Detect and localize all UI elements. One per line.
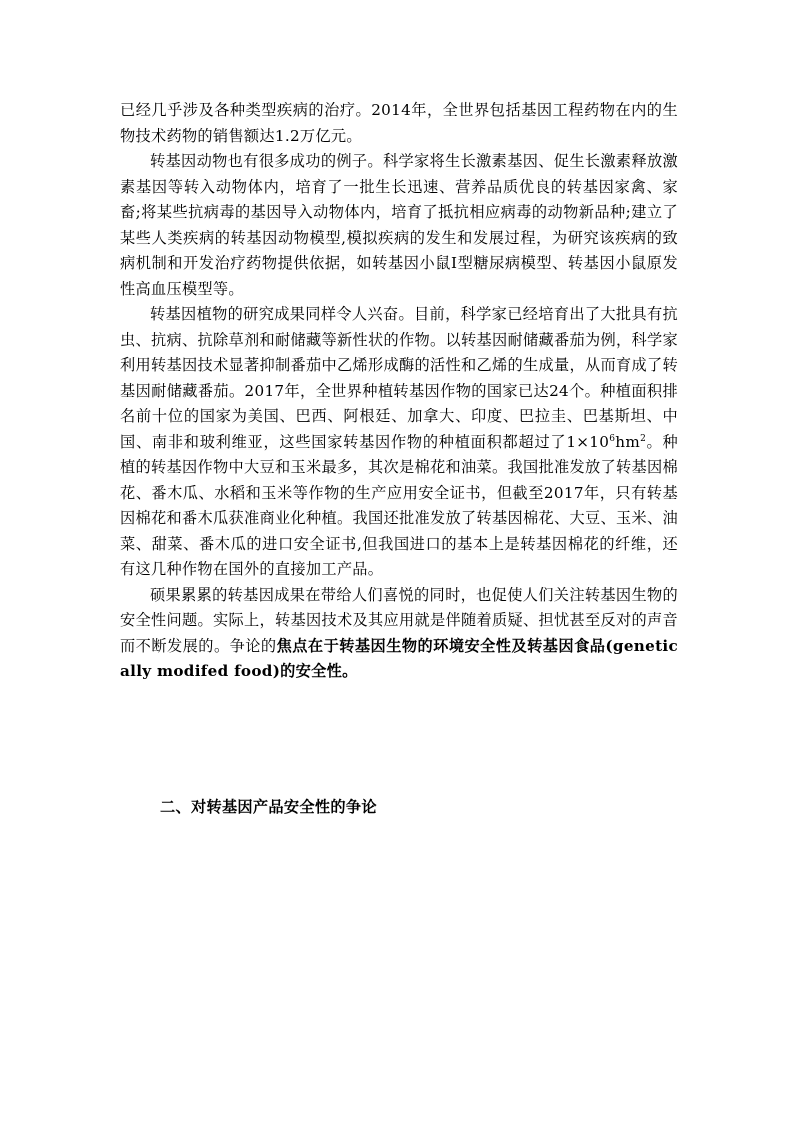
debate-text-normal: 硕果累累的转基因成果在带给人们喜悦的同时，也促使人们关注转基因生物的安全性问题。实际上，转基因技术及其应用就是伴随着质疑、担忧甚至反对的声音而不断发展的。争论的 xyxy=(120,585,678,655)
debate-text-bold: 焦点在于转基因生物的环境安全性及转基因食品(genetically modifed food)的安全性。 xyxy=(120,636,679,680)
document-body xyxy=(120,98,678,685)
paragraph-safety-debate xyxy=(120,583,678,685)
plants-text-part2: 。种植的转基因作物中大豆和玉米最多，其次是棉花和油菜。我国批准发放了转基因棉花、番木瓜、水稻和玉米等作物的生产应用安全证书，但截至2017年，只有转基因棉花和番木瓜获准商业化种植。我国还批准发放了转基因棉花、大豆、玉米、油菜、甜菜、番木瓜的进口安全证书,但我国进口的基本上是转基因棉花的纤维，还有这几种作物在国外的直接加工产品。 xyxy=(120,432,678,578)
plants-unit-hm: hm xyxy=(615,432,641,451)
paragraph-drug-sales: 已经几乎涉及各种类型疾病的治疗。2014年，全世界包括基因工程药物在内的生物技术药物的销售额达1.2万亿元。 xyxy=(120,101,678,145)
superscript-six: 6 xyxy=(609,433,616,444)
paragraph-transgenic-plants xyxy=(120,302,678,583)
superscript-two: 2 xyxy=(640,433,647,444)
plants-text-part1: 转基因植物的研究成果同样令人兴奋。目前，科学家已经培育出了大批具有抗虫、抗病、抗除草剂和耐储藏等新性状的作物。以转基因耐储藏番茄为例，科学家利用转基因技术显著抑制番茄中乙烯形成酶的活性和乙烯的生成量，从而育成了转基因耐储藏番茄。2017年，全世界种植转基因作物的国家已达24个。种植面积排名前十位的国家为美国、巴西、阿根廷、加拿大、印度、巴拉圭、巴基斯坦、中国、南非和玻利维亚，这些国家转基因作物的种植面积都超过了1×10 xyxy=(120,305,678,451)
section-heading: 二、对转基因产品安全性的争论 xyxy=(160,798,377,816)
paragraph-transgenic-animals: 转基因动物也有很多成功的例子。科学家将生长激素基因、促生长激素释放激素基因等转入动物体内，培育了一批生长迅速、营养品质优良的转基因家禽、家畜;将某些抗病毒的基因导入动物体内，培育了抵抗相应病毒的动物新品种;建立了某些人类疾病的转基因动物模型,模拟疾病的发生和发展过程，为研究该疾病的致病机制和开发治疗药物提供依据，如转基因小鼠Ⅰ型糖尿病模型、转基因小鼠原发性高血压模型等。 xyxy=(120,152,678,298)
